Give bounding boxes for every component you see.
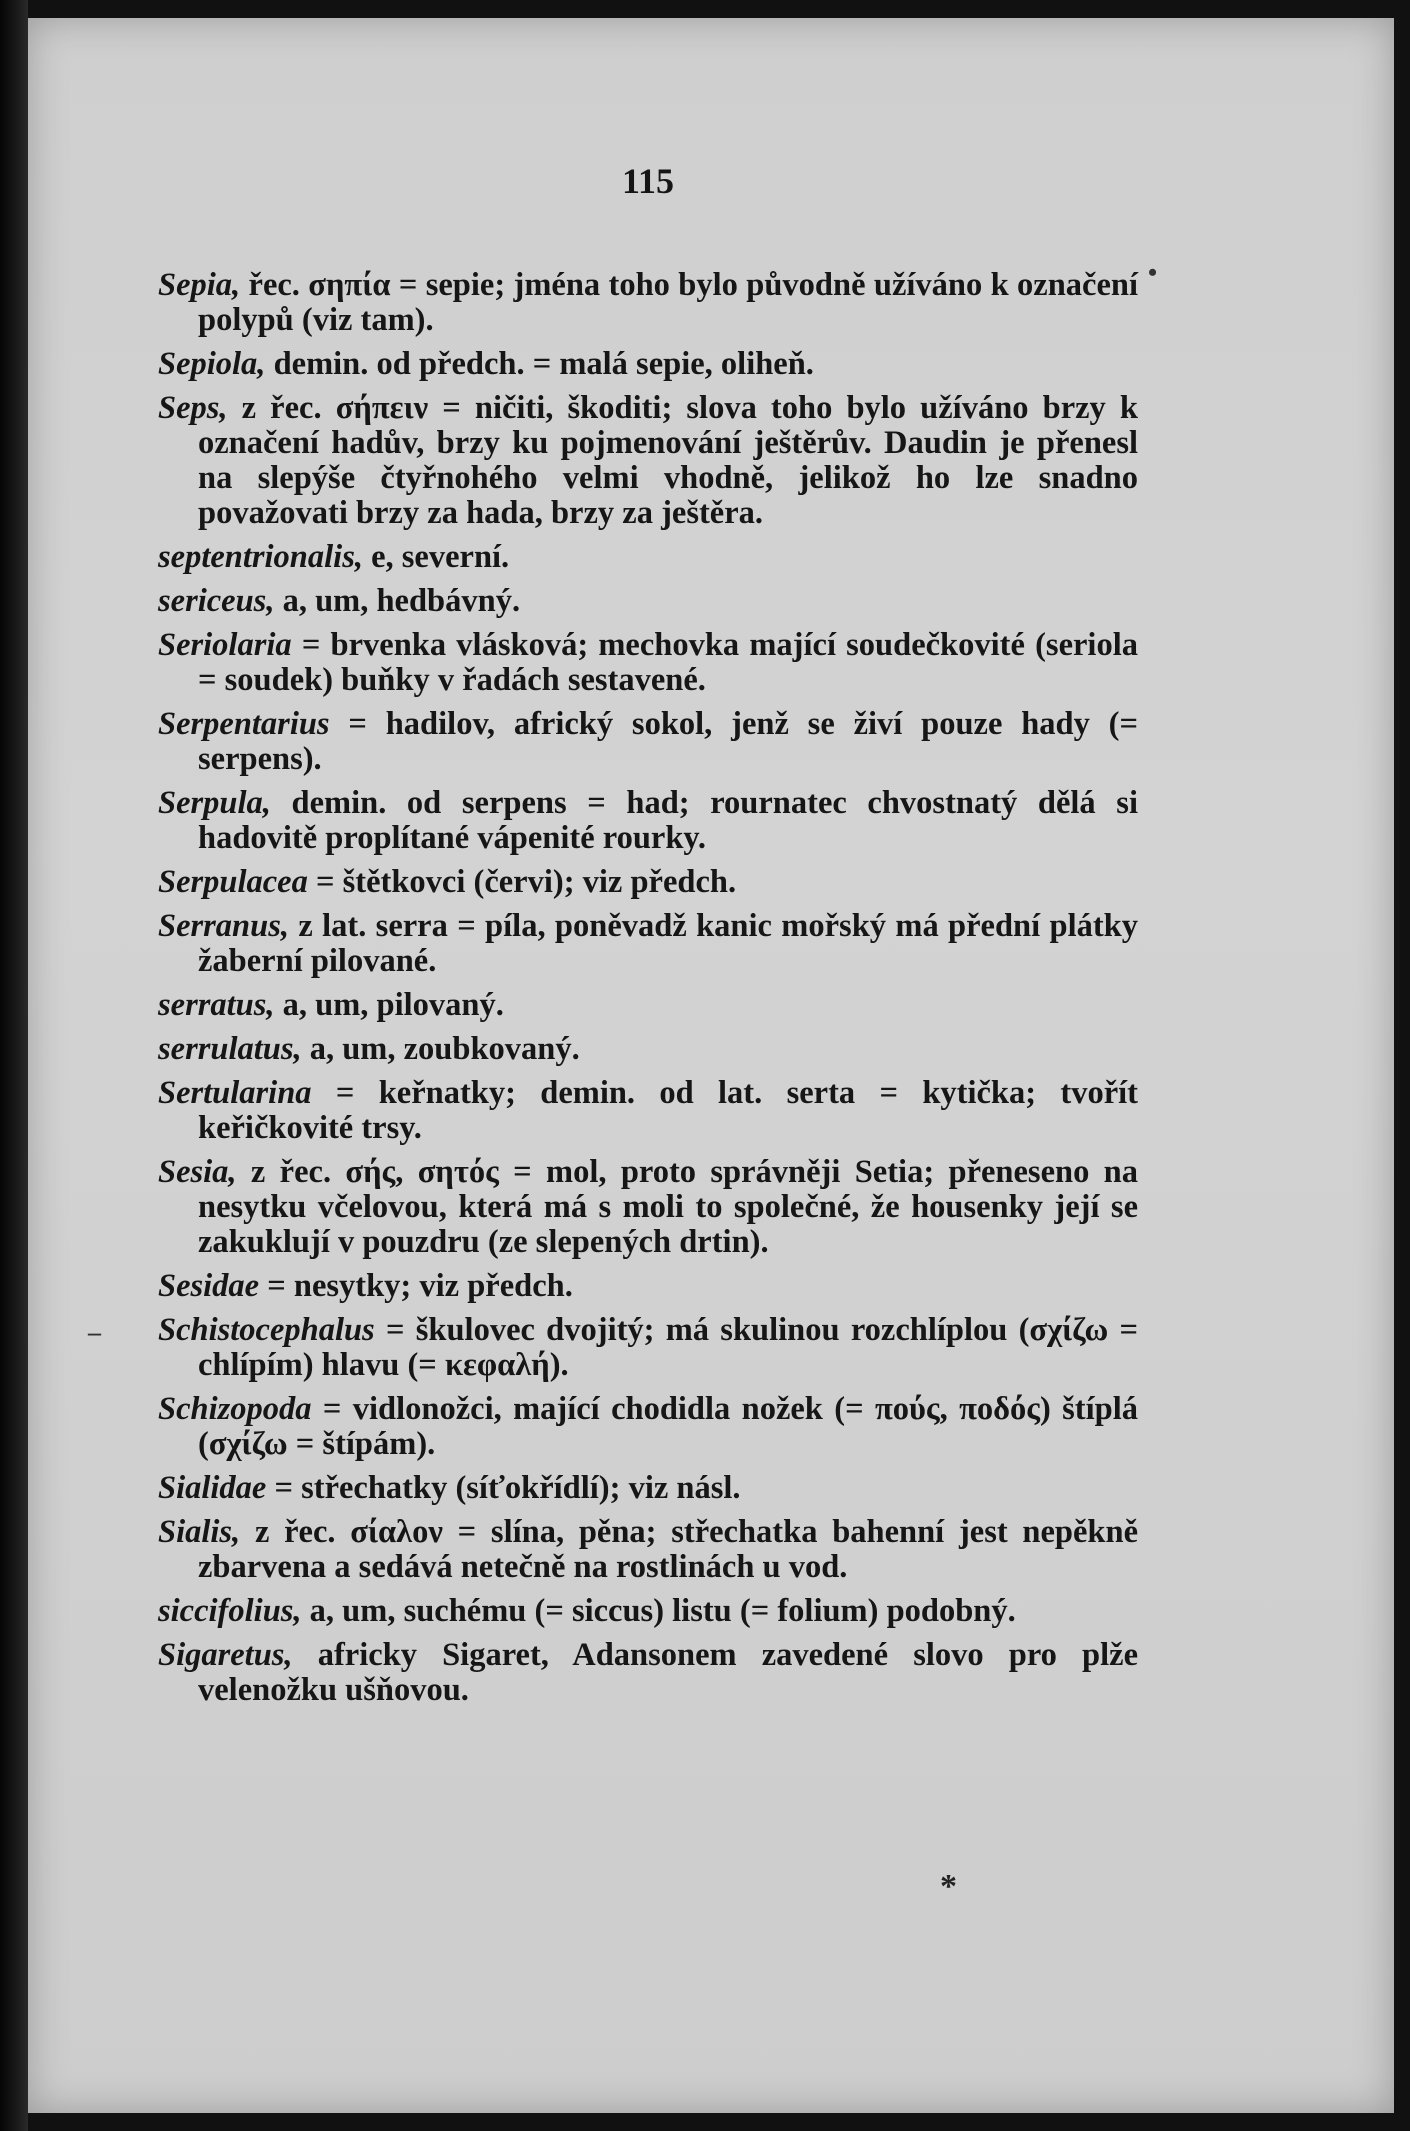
entry-definition: = hadilov, africký sokol, jenž se živí pouze hady (= serpens). [198, 706, 1138, 777]
entry-headword: Serranus, [158, 908, 289, 944]
entry-definition: a, um, zoubkovaný. [301, 1031, 580, 1067]
entry-headword: Sialis, [158, 1514, 241, 1550]
entry-definition: demin. od serpens = had; rournatec chvostnatý dělá si hadovitě proplítané vápenité rourky. [198, 785, 1138, 856]
dictionary-entry [158, 540, 1138, 575]
entry-headword: Seps, [158, 390, 228, 426]
margin-dash: – [88, 1318, 101, 1347]
dictionary-entry [158, 628, 1138, 698]
dictionary-entry [158, 391, 1138, 531]
entry-headword: Sigaretus, [158, 1637, 293, 1673]
footer-asterisk: * [940, 1868, 957, 1905]
dictionary-entry [158, 707, 1138, 777]
entry-definition: z řec. σήπειν = ničiti, škoditi; slova toho bylo užíváno brzy k označení hadův, brzy ku pojmenování ještěrův. Daudin je přenesl na slepýše čtyřnohého velmi vhodně, jelikož ho lze snadno považovati brzy za hada, brzy za ještěra. [198, 390, 1138, 531]
entry-headword: Sesidae [158, 1268, 260, 1304]
dictionary-entry [158, 988, 1138, 1023]
entry-definition: e, severní. [362, 539, 510, 575]
book-page [28, 18, 1394, 2113]
entry-headword: Schizopoda [158, 1391, 312, 1427]
entry-headword: Serpentarius [158, 706, 330, 742]
entry-headword: Sepiola, [158, 346, 266, 382]
dictionary-entry [158, 584, 1138, 619]
entry-headword: serratus, [158, 987, 275, 1023]
entry-definition: z řec. σίαλον = slína, pěna; střechatka bahenní jest nepěkně zbarvena a sedává netečně na rostlinách u vod. [198, 1514, 1138, 1585]
entry-definition: = vidlonožci, mající chodidla nožek (= πούς, ποδός) štíplá (σχίζω = štípám). [198, 1391, 1138, 1462]
entry-definition: = škulovec dvojitý; má skulinou rozchlíplou (σχίζω = chlípím) hlavu (= κεφαλή). [198, 1312, 1138, 1383]
entry-headword: sericeus, [158, 583, 275, 619]
scan-left-edge [0, 0, 28, 2131]
entry-headword: Serpula, [158, 785, 271, 821]
entry-headword: Serpulacea [158, 864, 308, 900]
dictionary-entry [158, 909, 1138, 979]
dictionary-entry [158, 1032, 1138, 1067]
dictionary-entry [158, 865, 1138, 900]
entry-definition: řec. σηπία = sepie; jména toho bylo původně užíváno k označení polypů (viz tam). [198, 267, 1138, 338]
dictionary-entry [158, 1471, 1138, 1506]
dictionary-entry [158, 1269, 1138, 1304]
dictionary-entry [158, 1594, 1138, 1629]
entry-headword: Schistocephalus [158, 1312, 375, 1348]
entry-definition: a, um, suchému (= siccus) listu (= folium) podobný. [301, 1593, 1016, 1629]
dictionary-entry [158, 1155, 1138, 1260]
entry-headword: septentrionalis, [158, 539, 363, 575]
dictionary-entry [158, 1313, 1138, 1383]
entry-definition: = nesytky; viz předch. [259, 1268, 573, 1304]
entry-headword: Sialidae [158, 1470, 267, 1506]
entry-headword: Sepia, [158, 267, 241, 303]
page-number: 115 [621, 161, 674, 201]
margin-dot: • [1148, 258, 1158, 287]
entry-headword: siccifolius, [158, 1593, 302, 1629]
dictionary-entry [158, 268, 1138, 338]
dictionary-entries [158, 268, 1138, 1717]
dictionary-entry [158, 1515, 1138, 1585]
entry-headword: Seriolaria [158, 627, 292, 663]
dictionary-entry [158, 1392, 1138, 1462]
entry-definition: = štětkovci (červi); viz předch. [307, 864, 737, 900]
entry-definition: = keřnatky; demin. od lat. serta = kytička; tvořít keřičkovité trsy. [198, 1075, 1138, 1146]
dictionary-entry [158, 786, 1138, 856]
entry-headword: Sertularina [158, 1075, 312, 1111]
entry-headword: Sesia, [158, 1154, 237, 1190]
entry-definition: = střechatky (síťokřídlí); viz násl. [266, 1470, 741, 1506]
entry-definition: a, um, hedbávný. [274, 583, 521, 619]
entry-headword: serrulatus, [158, 1031, 302, 1067]
entry-definition: africky Sigaret, Adansonem zavedené slovo pro plže velenožku ušňovou. [198, 1637, 1138, 1708]
dictionary-entry [158, 347, 1138, 382]
dictionary-entry [158, 1076, 1138, 1146]
entry-definition: z řec. σής, σητός = mol, proto správněji Setia; přeneseno na nesytku včelovou, která má s moli to společné, že housenky její se zakuklují v pouzdru (ze slepených drtin). [198, 1154, 1138, 1260]
dictionary-entry [158, 1638, 1138, 1708]
entry-definition: a, um, pilovaný. [274, 987, 504, 1023]
entry-definition: = brvenka vlásková; mechovka mající soudečkovité (seriola = soudek) buňky v řadách sestavené. [198, 627, 1138, 698]
entry-definition: z lat. serra = píla, poněvadž kanic mořský má přední plátky žaberní pilované. [198, 908, 1138, 979]
entry-definition: demin. od předch. = malá sepie, oliheň. [265, 346, 814, 382]
